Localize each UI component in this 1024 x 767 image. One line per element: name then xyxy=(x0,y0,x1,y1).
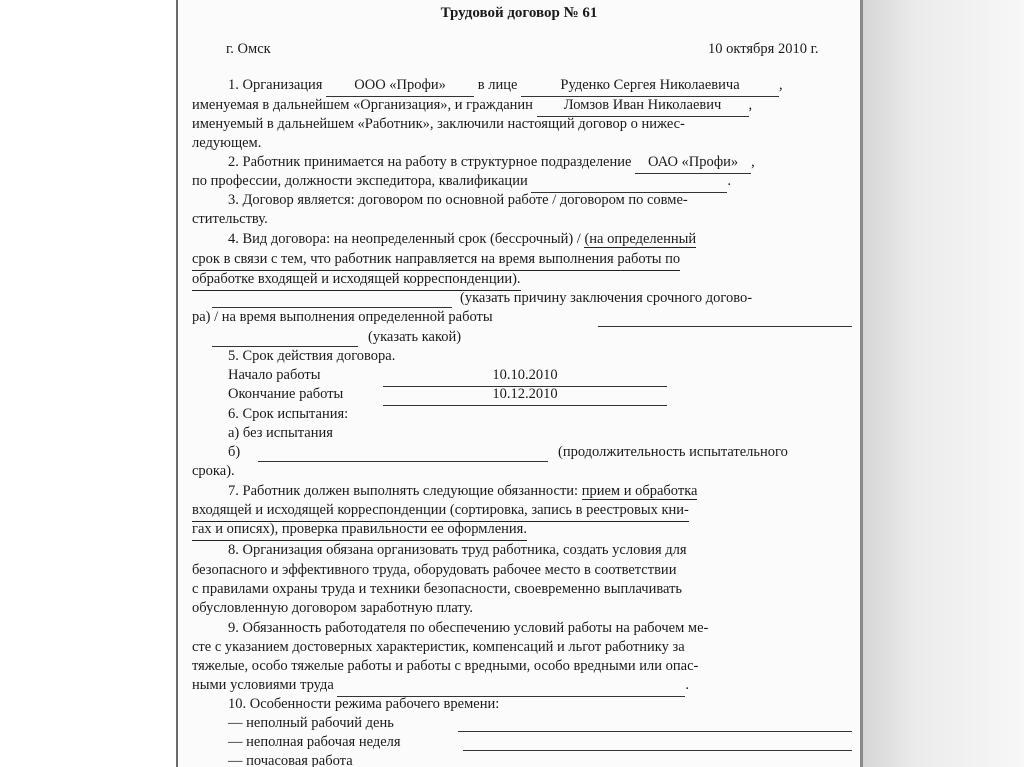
page-shadow xyxy=(863,0,1024,767)
clause-4-line-5: ра) / на время выполнения определенной работы xyxy=(192,309,493,325)
hourly-work: — почасовая работа xyxy=(228,753,353,767)
clause-2-line-2 xyxy=(192,172,731,193)
clause-10-title: 10. Особенности режима рабочего времени: xyxy=(228,696,500,712)
probation-b: б) xyxy=(228,444,241,460)
contract-term-fixed: (на определенный xyxy=(584,231,697,247)
clause-7-line-3: гах и описях), проверка правильности ее оформления. xyxy=(192,520,527,541)
no-probation: а) без испытания xyxy=(228,425,333,441)
end-label: Окончание работы xyxy=(228,386,344,402)
clause-8-line-3: с правилами охраны труда и техники безопасности, своевременно выплачивать xyxy=(192,581,683,597)
part-time-week: — неполная рабочая неделя xyxy=(228,734,401,750)
blank-line xyxy=(463,750,852,751)
date: 10 октября 2010 г. xyxy=(708,41,819,57)
representative-name: Руденко Сергея Николаевича xyxy=(521,76,779,97)
worker-name: Ломзов Иван Николаевич xyxy=(537,96,749,117)
organization-name: ООО «Профи» xyxy=(326,76,474,97)
blank-line xyxy=(458,731,852,732)
blank-line xyxy=(258,461,548,462)
clause-7-line-2: входящей и исходящей корреспонденции (сортировка, запись в реестровых кни- xyxy=(192,501,689,522)
document-page xyxy=(178,0,860,767)
clause-9-line-3: тяжелые, особо тяжелые работы и работы с вредными, особо вредными или опас- xyxy=(192,658,699,674)
clause-4-line-6: (указать какой) xyxy=(368,329,462,345)
clause-3-line-1: 3. Договор является: договором по основной работе / договором по совме- xyxy=(228,192,688,208)
clause-4-line-2: срок в связи с тем, что работник направляется на время выполнения работы по xyxy=(192,250,680,271)
clause-8-line-4: обусловленную договором заработную плату. xyxy=(192,600,474,616)
probation-duration-label: (продолжительность испытательного xyxy=(558,444,788,460)
duties: прием и обработка xyxy=(581,483,698,499)
start-label: Начало работы xyxy=(228,367,321,383)
work-start xyxy=(228,366,321,386)
part-time-day: — неполный рабочий день xyxy=(228,715,394,731)
end-date: 10.12.2010 xyxy=(383,385,667,406)
clause-4-line-4: (указать причину заключения срочного догово- xyxy=(460,290,753,306)
clause-8-line-1: 8. Организация обязана организовать труд работника, создать условия для xyxy=(228,542,687,558)
work-end xyxy=(228,385,343,405)
blank-line xyxy=(598,326,852,327)
clause-8-line-2: безопасного и эффективного труда, оборудовать рабочее место в соответствии xyxy=(192,562,677,578)
start-date: 10.10.2010 xyxy=(383,366,667,387)
clause-2-text: 2. Работник принимается на работу в структурное подразделение xyxy=(228,154,632,170)
clause-9-line-4 xyxy=(192,676,689,697)
clause-1-line-1 xyxy=(228,76,783,97)
clause-1-label: 1. Организация xyxy=(228,77,323,93)
clause-1-line-2 xyxy=(192,96,752,117)
clause-2-line-1 xyxy=(228,153,755,174)
slide-margin-left xyxy=(0,0,176,767)
clause-9-conditions: ными условиями труда xyxy=(192,677,334,693)
clause-6-title: 6. Срок испытания: xyxy=(228,406,349,422)
clause-1-line-4: ледующем. xyxy=(192,135,262,151)
clause-9-line-1: 9. Обязанность работодателя по обеспечению условий работы на рабочем ме- xyxy=(228,620,709,636)
clause-1-named: именуемая в дальнейшем «Организация», и гражданин xyxy=(192,97,533,113)
clause-9-line-2: сте с указанием достоверных характеристик, компенсаций и льгот работнику за xyxy=(192,639,685,655)
document-title: Трудовой договор № 61 xyxy=(440,5,598,21)
clause-3-line-2: стительству. xyxy=(192,211,268,227)
clause-5-title: 5. Срок действия договора. xyxy=(228,348,396,364)
page-edge-right xyxy=(860,0,863,767)
clause-1-line-3: именуемый в дальнейшем «Работник», заключили настоящий договор о нижес- xyxy=(192,116,685,132)
clause-1-in-person: в лице xyxy=(477,77,518,93)
clause-4-line-1 xyxy=(228,230,696,250)
period: . xyxy=(685,677,690,693)
clause-4-text: 4. Вид договора: на неопределенный срок (бессрочный) / xyxy=(228,231,581,247)
comma: , xyxy=(748,97,753,113)
period: . xyxy=(727,173,731,189)
department-name: ОАО «Профи» xyxy=(635,153,751,174)
probation-end: срока). xyxy=(192,463,235,479)
clause-7-text: 7. Работник должен выполнять следующие обязанности: xyxy=(228,483,579,499)
clause-2-qualification: по профессии, должности экспедитора, квалификации xyxy=(192,173,528,189)
clause-4-line-3: обработке входящей и исходящей корреспонденции). xyxy=(192,270,521,291)
city: г. Омск xyxy=(226,41,271,57)
comma: , xyxy=(751,154,755,170)
comma: , xyxy=(779,77,783,93)
clause-7-line-1 xyxy=(228,482,697,502)
